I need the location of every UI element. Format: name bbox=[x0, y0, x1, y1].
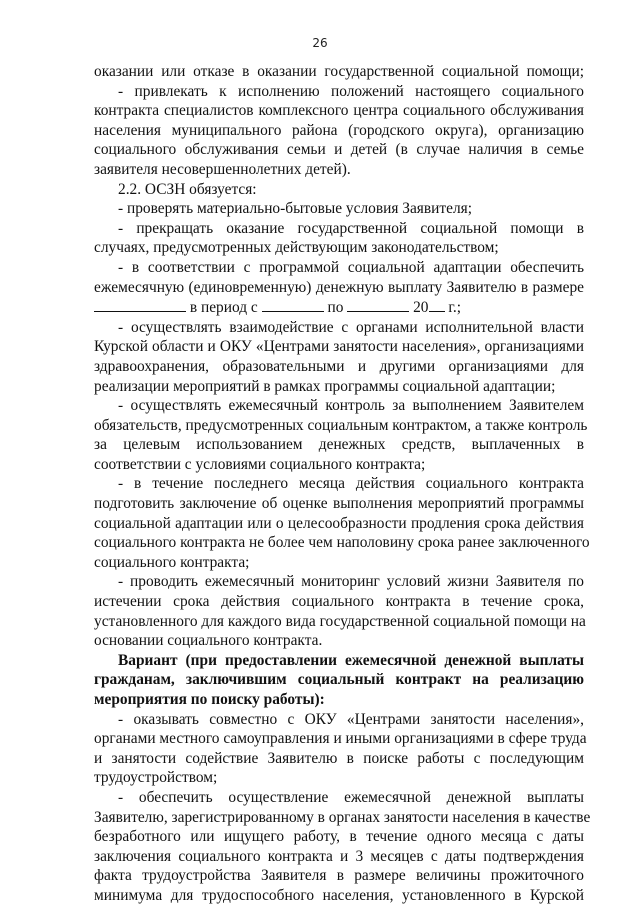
text-line: Заявителю, зарегистрированному в органах занятости населения в качестве bbox=[94, 808, 591, 826]
blank-date-from bbox=[262, 297, 324, 312]
text-line: - обеспечить осуществление ежемесячной денежной выплаты bbox=[118, 788, 584, 806]
blank-date-to bbox=[347, 297, 409, 312]
text-line: подготовить заключение об оценке выполнения мероприятий программы bbox=[94, 495, 584, 513]
text-line: - проводить ежемесячный мониторинг условий жизни Заявителя по bbox=[118, 573, 584, 591]
text-line: ежемесячную (единовременную) денежную выплату Заявителю в размере bbox=[94, 278, 584, 296]
text-line: установленного для каждого вида государственной социальной помощи на bbox=[94, 612, 586, 630]
text-line: основании социального контракта. bbox=[94, 632, 323, 650]
text-line: истечении срока действия социального контракта в течение срока, bbox=[94, 593, 584, 611]
text-line: здравоохранения, образовательными и другими организациями для bbox=[94, 357, 584, 375]
text-block-1 bbox=[94, 62, 584, 318]
variant-heading bbox=[94, 651, 584, 710]
text-line: минимума для трудоспособного населения, установленного в Курской bbox=[94, 886, 584, 904]
blank-fill-line bbox=[94, 297, 584, 318]
text-line: социальной адаптации или о целесообразности продления срока действия bbox=[94, 514, 584, 532]
period-label: в период с bbox=[189, 299, 258, 317]
blank-year bbox=[429, 297, 445, 312]
text-line: - прекращать оказание государственной социальной помощи в bbox=[118, 219, 584, 237]
variant-line: гражданам, заключившим социальный контракт на реализацию bbox=[94, 671, 584, 689]
text-line: факта трудоустройства Заявителя в размере величины прожиточного bbox=[94, 867, 584, 885]
page-number: 26 bbox=[312, 36, 328, 50]
text-line: обязательств, предусмотренных социальным контрактом, а также контроль bbox=[94, 416, 588, 434]
text-line: - привлекать к исполнению положений настоящего социального bbox=[118, 82, 584, 100]
text-line: реализации мероприятий в рамках программы социальной адаптации; bbox=[94, 377, 556, 395]
document-body bbox=[94, 62, 591, 906]
text-line: - в течение последнего месяца действия социального контракта bbox=[118, 475, 584, 493]
text-line: социального контракта; bbox=[94, 553, 250, 571]
text-line: случаях, предусмотренных действующим законодательством; bbox=[94, 239, 499, 257]
text-line: населения муниципального района (городского округа), организацию bbox=[94, 121, 584, 139]
text-line: и занятости содействие Заявителю в поиске работы с последующим bbox=[94, 749, 584, 767]
text-line: социального контракта не более чем наполовину срока ранее заключенного bbox=[94, 534, 590, 552]
text-line: Курской области и ОКУ «Центрами занятости населения», организациями bbox=[94, 338, 584, 356]
text-block-2 bbox=[94, 318, 590, 651]
text-block-3 bbox=[94, 710, 591, 906]
text-line: - оказывать совместно с ОКУ «Центрами занятости населения», bbox=[118, 710, 584, 728]
text-line: - осуществлять ежемесячный контроль за выполнением Заявителем bbox=[118, 397, 584, 415]
text-line: заявителя несовершеннолетних детей). bbox=[94, 160, 351, 178]
text-line: - осуществлять взаимодействие с органами исполнительной власти bbox=[118, 318, 584, 336]
text-line: оказании или отказе в оказании государственной социальной помощи; bbox=[94, 63, 584, 80]
text-line: за целевым использованием денежных средств, выплаченных в bbox=[94, 436, 584, 454]
text-line: органами местного самоуправления и иными организациями в сфере труда bbox=[94, 730, 587, 748]
text-line: соответствии с условиями социального контракта; bbox=[94, 455, 426, 473]
text-line: безработного или ищущего работу, в течение одного месяца с даты bbox=[94, 828, 584, 846]
period-to-label: по bbox=[327, 299, 344, 317]
year-prefix: 20 bbox=[413, 299, 429, 317]
text-line: заключения социального контракта и 3 месяцев с даты подтверждения bbox=[94, 847, 584, 865]
text-line: контракта специалистов комплексного центра социального обслуживания bbox=[94, 102, 584, 120]
variant-line: мероприятия по поиску работы): bbox=[94, 691, 325, 708]
text-line: социального обслуживания семьи и детей (в случае наличия в семье bbox=[94, 141, 584, 159]
variant-line: Вариант (при предоставлении ежемесячной денежной выплаты bbox=[118, 651, 584, 669]
section-heading: 2.2. ОСЗН обязуется: bbox=[118, 180, 257, 198]
text-line: - в соответствии с программой социальной адаптации обеспечить bbox=[118, 258, 584, 276]
text-line: трудоустройством; bbox=[94, 769, 218, 787]
year-suffix: г.; bbox=[448, 299, 462, 317]
blank-amount bbox=[94, 297, 186, 312]
text-line: - проверять материально-бытовые условия Заявителя; bbox=[118, 200, 472, 218]
